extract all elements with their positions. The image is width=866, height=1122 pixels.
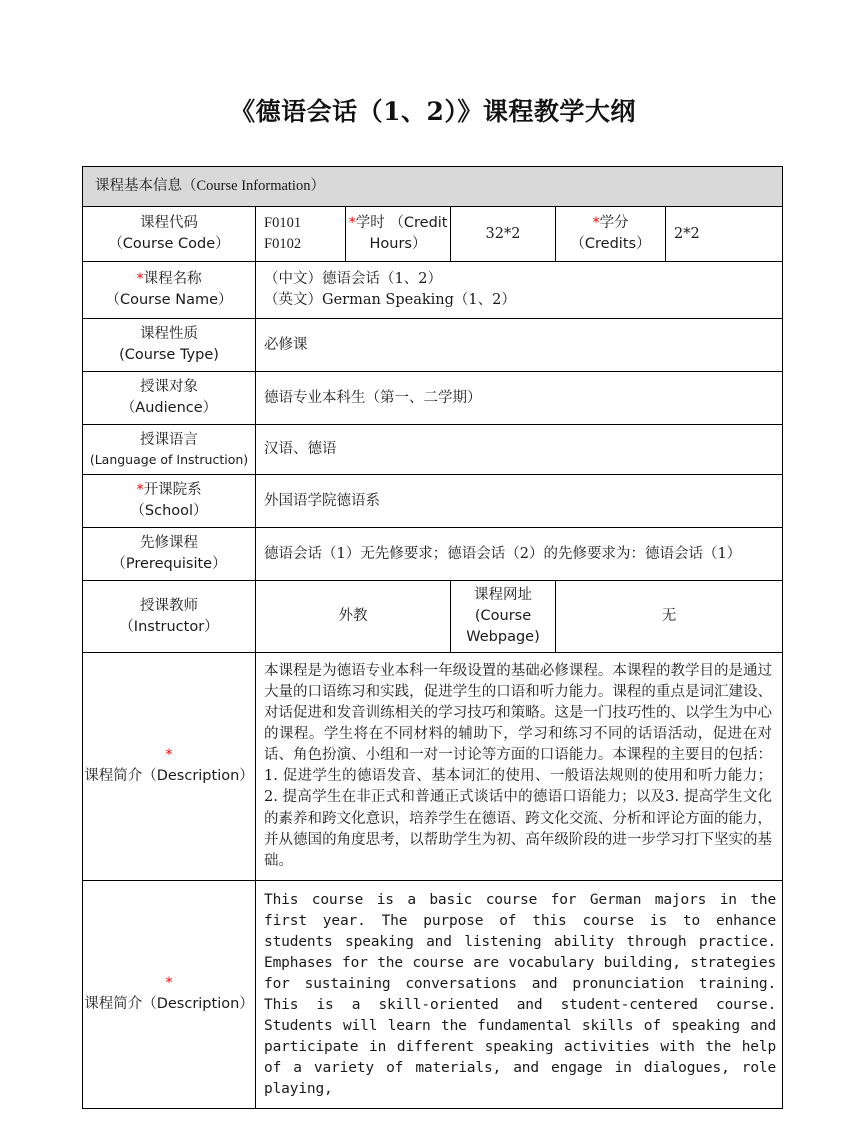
- label-description-cn-text: 课程简介（Description）: [84, 768, 254, 785]
- required-marker-credit-hours: *: [348, 215, 356, 232]
- required-marker-school: *: [136, 482, 144, 499]
- table-row-instructor: [83, 581, 783, 653]
- label-course-code: [83, 207, 256, 262]
- label-credits: [556, 207, 666, 262]
- label-prerequisite-en: （Prerequisite）: [111, 556, 227, 573]
- value-language: 汉语、德语: [256, 425, 783, 475]
- value-credit-hours: 32*2: [451, 207, 556, 262]
- required-marker-description-en: *: [165, 975, 173, 992]
- course-code-line-1: F0101: [264, 215, 302, 232]
- table-row-prerequisite: [83, 528, 783, 581]
- label-course-type-cn: 课程性质: [140, 326, 198, 343]
- label-audience: [83, 372, 256, 425]
- label-school-cn: 开课院系: [143, 482, 202, 499]
- required-marker-course-name: *: [136, 271, 144, 288]
- label-school: [83, 475, 256, 528]
- label-course-code-en: （Course Code）: [108, 236, 230, 253]
- table-header-cell: 课程基本信息（Course Information）: [83, 167, 783, 207]
- value-prerequisite: 德语会话（1）无先修要求；德语会话（2）的先修要求为：德语会话（1）: [256, 528, 783, 581]
- label-instructor-en: （Instructor）: [119, 618, 219, 635]
- label-course-name-cn: 课程名称: [143, 271, 202, 288]
- label-instructor: [83, 581, 256, 653]
- label-prerequisite: [83, 528, 256, 581]
- value-description-en: This course is a basic course for German majors in the first year. The purpose of this course is to enhance students speaking and listening ability through practice. Emphases for the course are vocabulary building, strategies for sustaining conversations and pronunciation training. This is a skill-oriented and student-centered course. Students will learn the fundamental skills of speaking and participate in different speaking activities with the help of a variety of materials, and engage in dialogues, role playing,: [256, 880, 783, 1108]
- value-credits: 2*2: [666, 207, 783, 262]
- course-name-english: （英文）German Speaking（1、2）: [264, 292, 516, 309]
- label-audience-cn: 授课对象: [140, 379, 198, 396]
- value-audience: 德语专业本科生（第一、二学期）: [256, 372, 783, 425]
- value-course-name: [256, 262, 783, 319]
- value-description-cn: 本课程是为德语专业本科一年级设置的基础必修课程。本课程的教学目的是通过大量的口语练习和实践，促进学生的口语和听力能力。课程的重点是词汇建设、对话促进和发音训练相关的学习技巧和策略。这是一门技巧性的、以学生为中心的课程。学生将在不同材料的辅助下，学习和练习不同的话语活动，促进在对话、角色扮演、小组和一对一讨论等方面的口语能力。本课程的主要目的包括：1. 促进学生的德语发音、基本词汇的使用、一般语法规则的使用和听力能力；2. 提高学生在非正式和普通正式谈话中的德语口语能力；以及3. 提高学生文化的素养和跨文化意识，培养学生在德语、跨文化交流、分析和评论方面的能力，并从德国的角度思考，以帮助学生为初、高年级阶段的进一步学习打下坚实的基础。: [256, 653, 783, 880]
- label-description-en-text: 课程简介（Description）: [84, 996, 254, 1013]
- label-course-type-en: (Course Type): [119, 347, 219, 364]
- value-school: 外国语学院德语系: [256, 475, 783, 528]
- label-course-webpage-en: (Course Webpage): [466, 608, 540, 646]
- label-course-name-en: （Course Name）: [105, 292, 233, 309]
- course-information-table: [82, 166, 783, 1109]
- value-course-webpage: 无: [556, 581, 783, 653]
- label-course-type: [83, 319, 256, 372]
- label-school-en: （School）: [130, 503, 208, 520]
- label-course-webpage: [451, 581, 556, 653]
- label-credits-en: （Credits）: [570, 236, 651, 253]
- table-row-description-cn: [83, 653, 783, 880]
- value-instructor: 外教: [256, 581, 451, 653]
- table-row-audience: [83, 372, 783, 425]
- table-row-school: [83, 475, 783, 528]
- course-name-chinese: （中文）德语会话（1、2）: [264, 271, 442, 288]
- label-course-name: [83, 262, 256, 319]
- table-header-row: [83, 167, 783, 207]
- label-credits-cn: 学分: [599, 215, 629, 232]
- label-credit-hours-cn: 学时: [355, 215, 385, 232]
- table-row-language: [83, 425, 783, 475]
- required-marker-credits: *: [592, 215, 600, 232]
- course-code-line-2: F0102: [264, 236, 302, 253]
- table-row-course-code: [83, 207, 783, 262]
- label-language-cn: 授课语言: [140, 432, 198, 449]
- label-course-webpage-cn: 课程网址: [474, 587, 532, 604]
- required-marker-description-cn: *: [165, 747, 173, 764]
- label-description-en: [83, 880, 256, 1108]
- label-description-cn: [83, 653, 256, 880]
- label-prerequisite-cn: 先修课程: [140, 535, 198, 552]
- label-course-code-cn: 课程代码: [140, 215, 198, 232]
- label-credit-hours-en: （Credit Hours）: [369, 215, 448, 253]
- table-row-course-type: [83, 319, 783, 372]
- page-title: 《德语会话（1、2）》课程教学大纲: [230, 97, 636, 126]
- table-row-course-name: [83, 262, 783, 319]
- label-instructor-cn: 授课教师: [140, 597, 198, 614]
- label-credit-hours: [346, 207, 451, 262]
- label-language: [83, 425, 256, 475]
- table-row-description-en: [83, 880, 783, 1108]
- label-language-en: (Language of Instruction): [89, 452, 249, 468]
- label-audience-en: （Audience）: [120, 400, 218, 417]
- value-course-code: [256, 207, 346, 262]
- value-course-type: 必修课: [256, 319, 783, 372]
